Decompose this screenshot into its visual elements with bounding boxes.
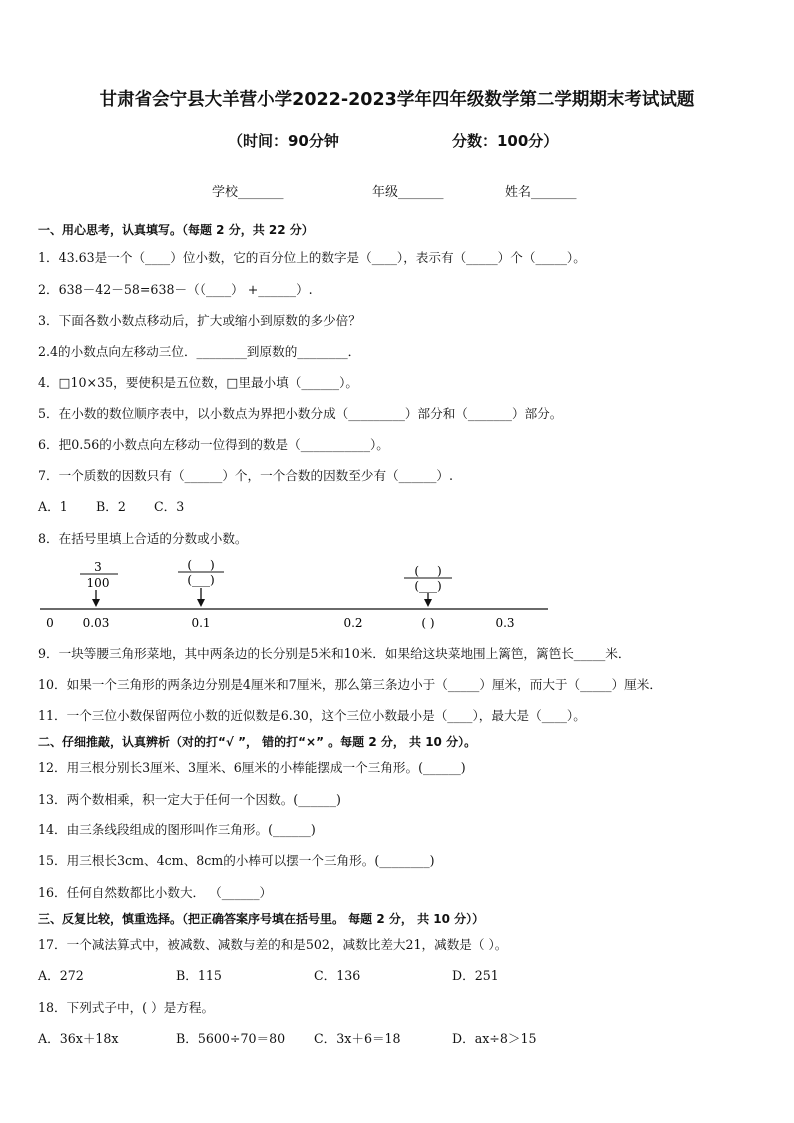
question-9: 9．一块等腰三角形菜地，其中两条边的长分别是5米和10米．如果给这块菜地围上篱笆，篱笆长_____米． — [38, 646, 631, 661]
fraction-numerator: 3 — [94, 560, 102, 574]
tick-label-0: 0 — [46, 616, 54, 630]
blank-numerator-2[interactable]: (___) — [414, 564, 442, 578]
grade-field[interactable]: 年级_______ — [372, 185, 444, 200]
exam-score: 分数：100分） — [452, 132, 559, 150]
question-13: 13．两个数相乘，积一定大于任何一个因数。(______) — [38, 792, 341, 807]
question-7: 7．一个质数的因数只有（______）个，一个合数的因数至少有（______）. — [38, 468, 454, 483]
section-1-heading: 一、用心思考，认真填写。（每题 2 分，共 22 分） — [38, 223, 314, 237]
arrow-0-03 — [92, 590, 100, 607]
blank-denominator-2[interactable]: (___) — [414, 579, 442, 593]
question-1: 1．43.63是一个（____）位小数，它的百分位上的数字是（____），表示有（_____）个（_____）。 — [38, 250, 586, 265]
question-18-option-b: B．5600÷70＝80 — [176, 1031, 286, 1046]
question-15: 15．用三根长3cm、4cm、8cm的小棒可以摆一个三角形。(________) — [38, 853, 435, 868]
question-18: 18．下列式子中，( ）是方程。 — [38, 1000, 215, 1015]
tick-label-0-1: 0.1 — [191, 616, 211, 630]
question-17-option-c: C．136 — [314, 968, 361, 983]
question-17: 17．一个减法算式中，被减数、减数与差的和是502，减数比差大21，减数是（ ）。 — [38, 937, 508, 952]
question-16: 16．任何自然数都比小数大． （______） — [38, 885, 273, 900]
tick-label-0-2: 0.2 — [343, 616, 363, 630]
question-7-option-b: B．2 — [96, 499, 126, 514]
name-field[interactable]: 姓名_______ — [505, 185, 577, 200]
question-11: 11．一个三位小数保留两位小数的近似数是6.30，这个三位小数最小是（____），最大是（____）。 — [38, 708, 586, 723]
question-10: 10．如果一个三角形的两条边分别是4厘米和7厘米，那么第三条边小于（_____）厘米，而大于（_____）厘米． — [38, 677, 662, 692]
question-17-option-b: B．115 — [176, 968, 222, 983]
arrow-0-25 — [424, 593, 432, 607]
question-7-option-a: A．1 — [38, 499, 68, 514]
question-3: 3．下面各数小数点移动后，扩大或缩小到原数的多少倍？ — [38, 313, 361, 328]
tick-label-0-03: 0.03 — [82, 616, 110, 630]
exam-time: （时间：90分钟 — [228, 132, 339, 150]
blank-numerator-1[interactable]: (___) — [187, 558, 215, 572]
question-6: 6．把0.56的小数点向左移动一位得到的数是（___________）。 — [38, 437, 389, 452]
section-3-heading: 三、反复比较，慎重选择。（把正确答案序号填在括号里。 每题 2 分， 共 10 分）） — [38, 912, 485, 926]
question-18-option-c: C．3x＋6＝18 — [314, 1031, 401, 1046]
tick-label-0-3: 0.3 — [495, 616, 515, 630]
tick-label-blank[interactable]: ( ) — [421, 616, 435, 630]
arrow-0-1 — [197, 588, 205, 607]
question-14: 14．由三条线段组成的图形叫作三角形。(______) — [38, 822, 316, 837]
number-line-figure — [0, 556, 794, 636]
blank-denominator-1[interactable]: (___) — [187, 573, 215, 587]
question-2: 2．638－42－58=638－（（____） +______）. — [38, 282, 313, 297]
question-18-option-a: A．36x＋18x — [38, 1031, 119, 1046]
school-field[interactable]: 学校_______ — [212, 185, 284, 200]
question-17-option-d: D．251 — [452, 968, 499, 983]
question-17-option-a: A．272 — [38, 968, 84, 983]
section-2-heading: 二、仔细推敲，认真辨析（对的打“√ ”， 错的打“×” 。每题 2 分， 共 10 分）。 — [38, 735, 477, 749]
question-7-option-c: C．3 — [154, 499, 185, 514]
question-18-option-d: D．ax÷8＞15 — [452, 1031, 537, 1046]
question-3a: 2.4的小数点向左移动三位．________到原数的________． — [38, 344, 361, 359]
question-8: 8．在括号里填上合适的分数或小数。 — [38, 531, 248, 546]
fraction-denominator: 100 — [86, 576, 110, 590]
question-5: 5．在小数的数位顺序表中，以小数点为界把小数分成（_________）部分和（_______）部分。 — [38, 406, 563, 421]
question-4: 4．□10×35，要使积是五位数，□里最小填（______）。 — [38, 375, 358, 390]
question-12: 12．用三根分别长3厘米、3厘米、6厘米的小棒能摆成一个三角形。(______) — [38, 760, 466, 775]
page-title: 甘肃省会宁县大羊营小学2022-2023学年四年级数学第二学期期末考试试题 — [99, 90, 695, 110]
